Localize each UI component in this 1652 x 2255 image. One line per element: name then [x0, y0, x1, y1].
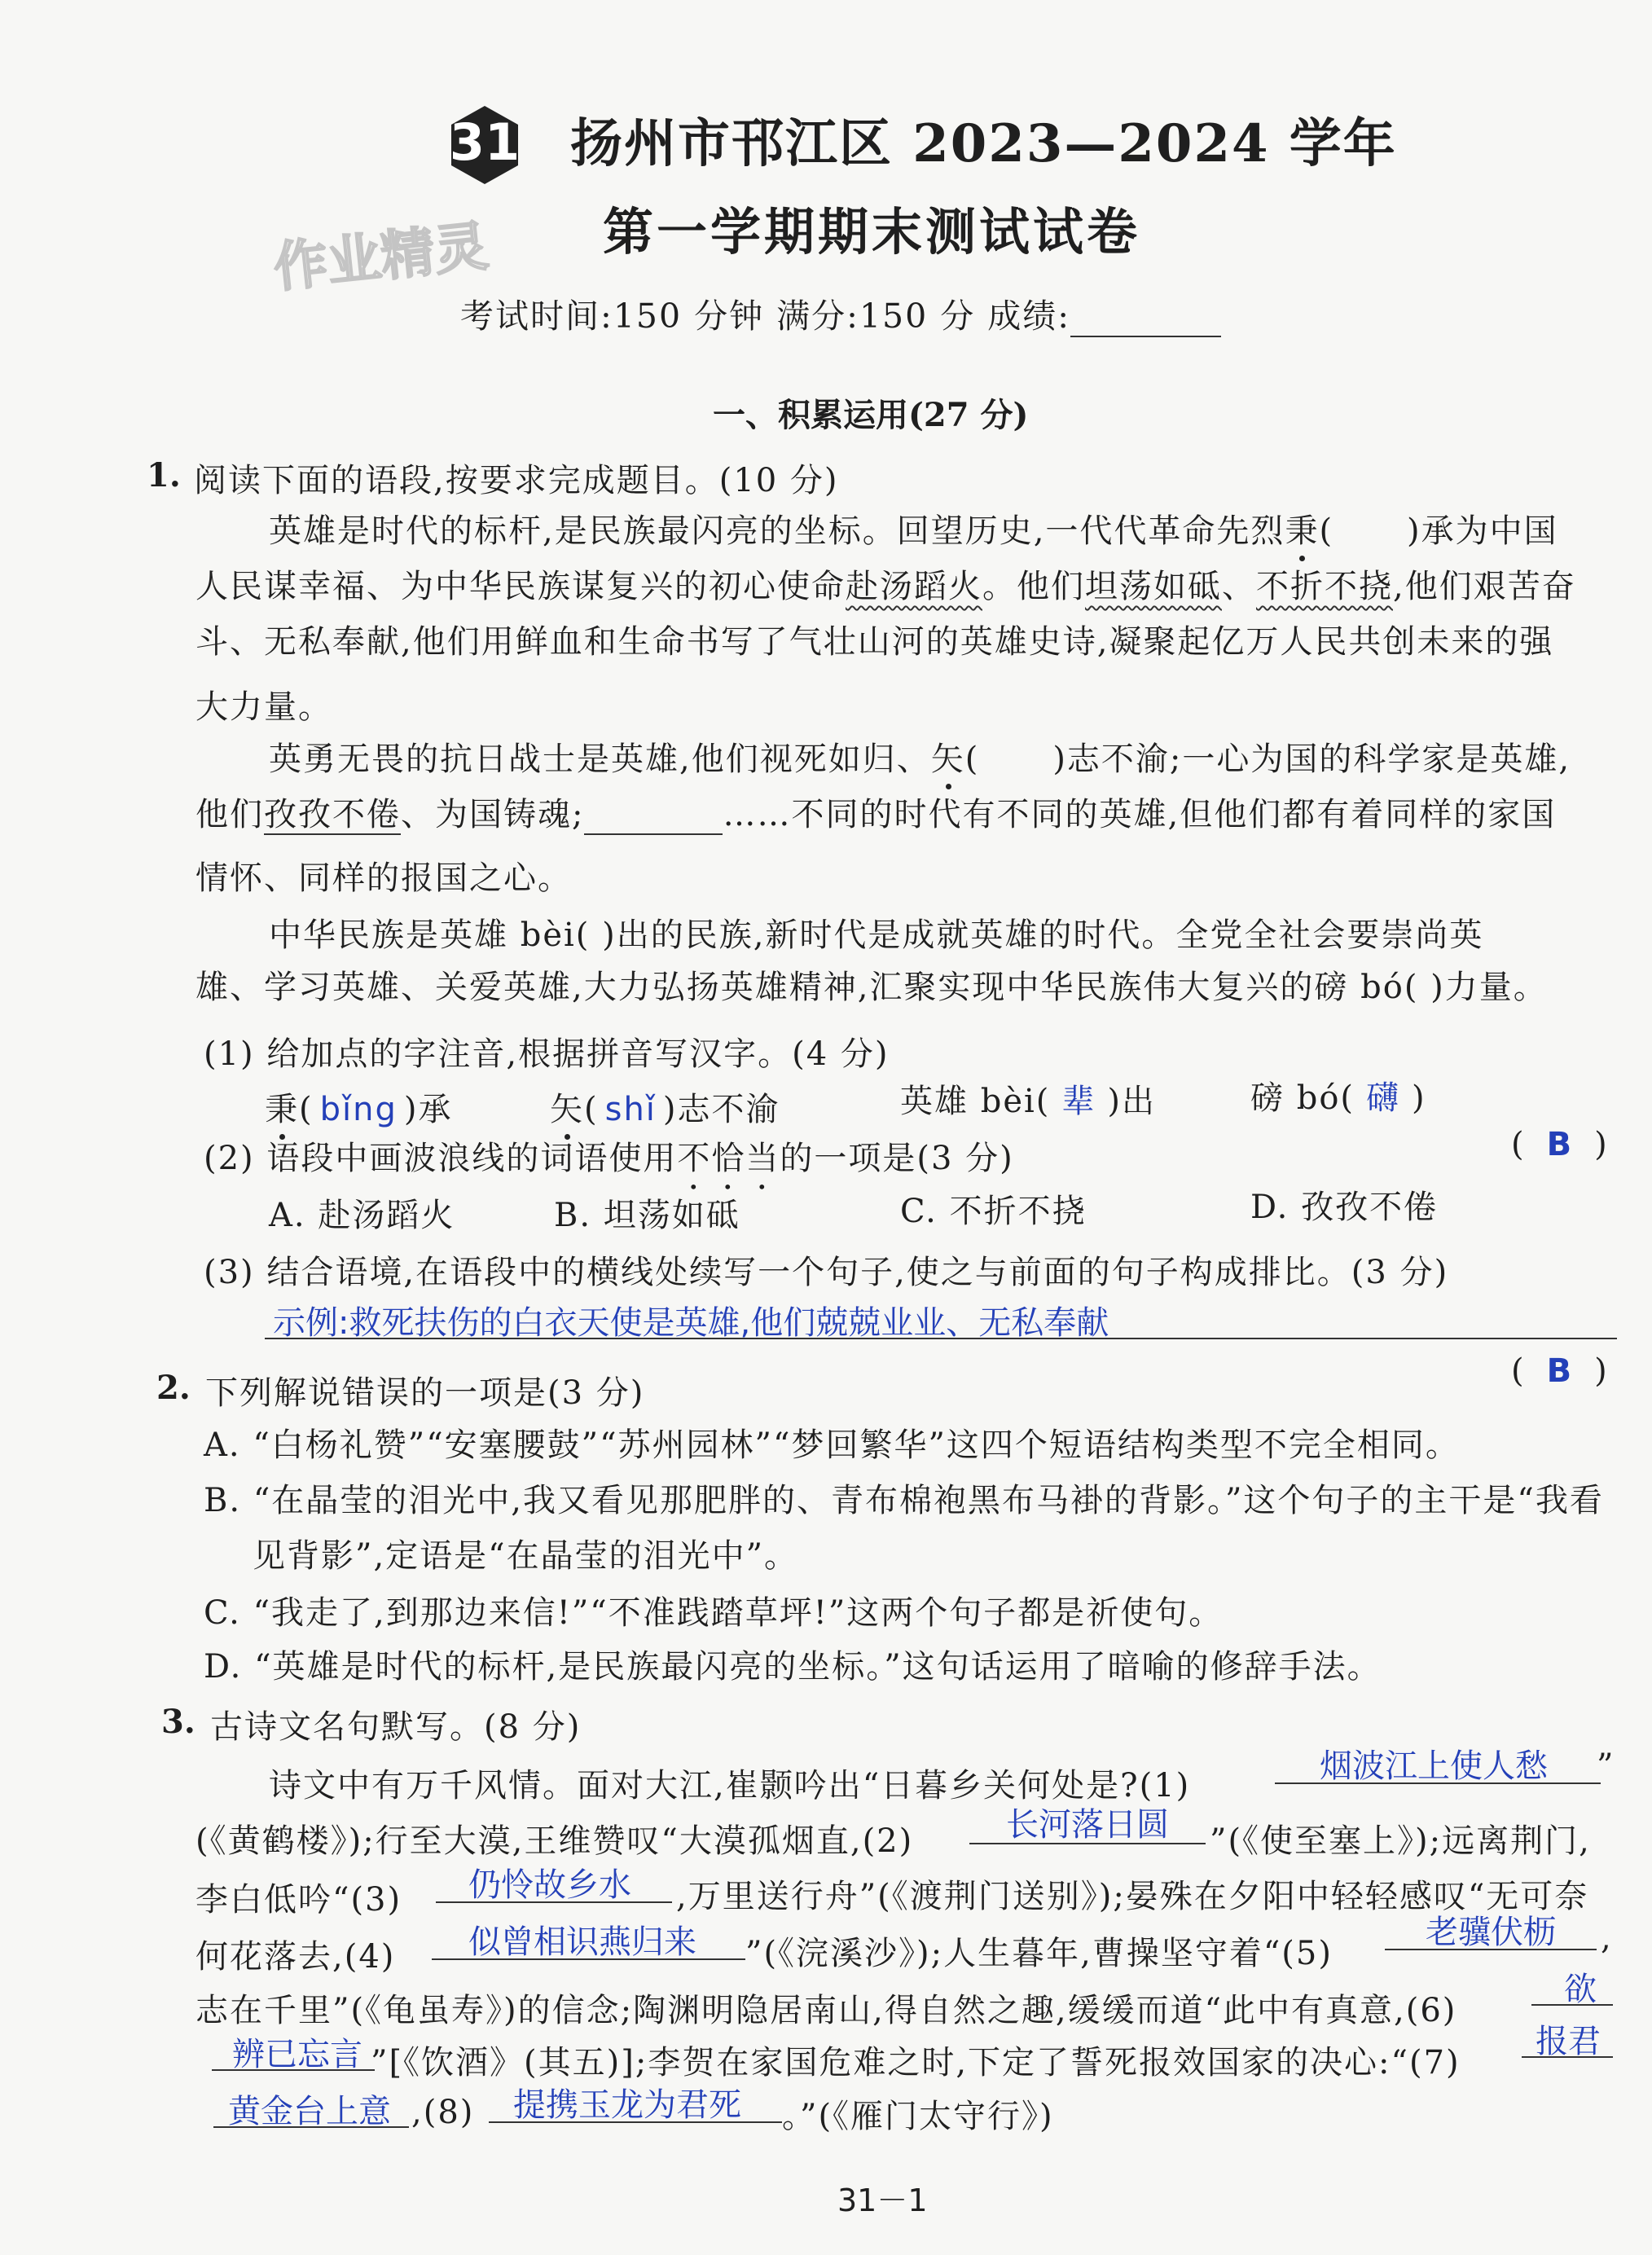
- q3-answer-6a: 欲: [1564, 1971, 1597, 2008]
- q1-para3-line1: 中华民族是英雄 bèi( )出的民族,新时代是成就英雄的时代。全党全社会要崇尚英: [269, 917, 1484, 954]
- q1-sub2-option-a: A. 赴汤蹈火: [269, 1197, 455, 1234]
- page-title-line2: 第一学期期末测试试卷: [603, 202, 1141, 262]
- q1-para2-line3: 情怀、同样的报国之心。: [196, 859, 572, 897]
- exam-info: 考试时间:150 分钟 满分:150 分 成绩:: [460, 289, 1221, 337]
- q2-option-a: A. “白杨礼赞”“安塞腰鼓”“苏州园林”“梦回繁华”这四个短语结构类型不完全相同。: [204, 1426, 1460, 1464]
- q1-para2-line1: 英勇无畏的抗日战士是英雄,他们视死如归、矢( )志不渝;一心为国的科学家是英雄,: [269, 741, 1571, 778]
- q1-sub1-item-2: 矢( shǐ )志不渝: [550, 1091, 780, 1128]
- q2-option-b-line2: 见背影”,定语是“在晶莹的泪光中”。: [253, 1537, 799, 1575]
- q3-line2b: ”(《使至塞上》);远离荆门,: [1210, 1822, 1591, 1860]
- answer-text: bǐng: [319, 1091, 398, 1128]
- answer-text: B: [1546, 1126, 1574, 1163]
- q1-sub3-answer-line: [265, 1338, 1617, 1339]
- answer-text: 辈: [1061, 1083, 1096, 1120]
- q3-blank-7b[interactable]: [213, 2126, 409, 2128]
- q3-blank-1[interactable]: [1275, 1782, 1601, 1784]
- q3-line3b: ,万里送行舟”(《渡荆门送别》);晏殊在夕阳中轻轻感叹“无可奈: [676, 1878, 1589, 1915]
- q3-blank-3[interactable]: [436, 1901, 672, 1903]
- q2-number: 2.: [156, 1369, 191, 1407]
- q1-para1-line3: 斗、无私奉献,他们用鲜血和生命书写了气壮山河的英雄史诗,凝聚起亿万人民共创未来的强: [196, 623, 1554, 661]
- question-set-badge: [448, 104, 521, 186]
- answer-text: B: [1546, 1352, 1574, 1390]
- q2-option-b-line1: B. “在晶莹的泪光中,我又看见那肥胖的、青布棉袍黑布马褂的背影。”这个句子的主干是“我看: [204, 1482, 1604, 1519]
- q1-para3-line2: 雄、学习英雄、关爱英雄,大力弘扬英雄精神,汇聚实现中华民族伟大复兴的磅 bó( )力量。: [196, 969, 1548, 1006]
- q1-sub3-answer: 示例:救死扶伤的白衣天使是英雄,他们兢兢业业、无私奉献: [273, 1304, 1109, 1342]
- q3-line6a: ”[《饮酒》(其五)];李贺在家国危难之时,下定了誓死报效国家的决心:“(7): [371, 2044, 1461, 2081]
- q1-sub2-answer-bracket: ( B ): [1511, 1126, 1609, 1163]
- q3-blank-5[interactable]: [1385, 1949, 1597, 1950]
- q1-sub1-label: (1) 给加点的字注音,根据拼音写汉字。(4 分): [204, 1035, 890, 1073]
- q1-sub1-item-4: 磅 bó( 礴 ): [1250, 1079, 1426, 1117]
- answer-text: 礴: [1366, 1079, 1401, 1117]
- q1-sub2-option-b: B. 坦荡如砥: [554, 1197, 740, 1234]
- page-title-line1: 扬州市邗江区 2023—2024 学年: [570, 113, 1397, 174]
- q3-answer-1: 烟波江上使人愁: [1320, 1747, 1548, 1785]
- q3-title: 古诗文名句默写。(8 分): [210, 1708, 582, 1746]
- q3-answer-3: 仍怜故乡水: [468, 1866, 631, 1904]
- q2-option-c: C. “我走了,到那边来信!”“不准践踏草坪!”这两个句子都是祈使句。: [204, 1594, 1224, 1632]
- q3-line4a: 何花落去,(4): [196, 1938, 396, 1976]
- section-title: 一、积累运用(27 分): [713, 396, 1029, 434]
- q1-sub3-label: (3) 结合语境,在语段中的横线处续写一个句子,使之与前面的句子构成排比。(3 分): [204, 1254, 1449, 1291]
- q3-answer-4: 似曾相识燕归来: [468, 1923, 696, 1961]
- q3-number: 3.: [161, 1703, 196, 1741]
- q3-line4b: ”(《浣溪沙》);人生暮年,曹操坚守着“(5): [745, 1935, 1333, 1972]
- q3-line7b: 。”(《雁门太守行》): [782, 2098, 1054, 2135]
- q3-answer-5: 老骥伏枥: [1426, 1914, 1556, 1951]
- q3-answer-7b: 黄金台上意: [228, 2093, 391, 2130]
- q3-line1-end: ”: [1597, 1747, 1615, 1785]
- q3-answer-6b: 辨已忘言: [232, 2036, 362, 2073]
- score-blank[interactable]: [1070, 301, 1221, 337]
- q3-line5a: 志在千里”(《龟虽寿》)的信念;陶渊明隐居南山,得自然之趣,缓缓而道“此中有真意,(6): [196, 1992, 1457, 2029]
- q3-blank-8[interactable]: [489, 2121, 782, 2123]
- q1-title: 阅读下面的语段,按要求完成题目。(10 分): [194, 462, 839, 499]
- q2-title: 下列解说错误的一项是(3 分): [205, 1374, 645, 1412]
- q1-para1-line2: 人民谋幸福、为中华民族谋复兴的初心使命赴汤蹈火。他们坦荡如砥、不折不挠,他们艰苦奋: [196, 568, 1576, 605]
- q1-number: 1.: [147, 456, 181, 495]
- q3-blank-7a[interactable]: [1522, 2056, 1613, 2058]
- q3-blank-2[interactable]: [969, 1843, 1206, 1844]
- q2-option-d: D. “英雄是时代的标杆,是民族最闪亮的坐标。”这句话运用了暗喻的修辞手法。: [204, 1648, 1382, 1686]
- q3-line7a: ,(8): [411, 2094, 475, 2131]
- q2-answer-bracket: ( B ): [1511, 1352, 1609, 1390]
- q1-sub2-option-c: C. 不折不挠: [900, 1193, 1087, 1230]
- page-number: 31－1: [837, 2182, 928, 2218]
- q3-blank-4[interactable]: [432, 1958, 745, 1960]
- q1-para2-line2: 他们孜孜不倦、为国铸魂; ……不同的时代有不同的英雄,但他们都有着同样的家国: [196, 796, 1557, 833]
- q3-answer-2: 长河落日圆: [1006, 1806, 1169, 1844]
- q3-blank-6a[interactable]: [1531, 2004, 1613, 2006]
- q3-line2a: (《黄鹤楼》);行至大漠,王维赞叹“大漠孤烟直,(2): [196, 1822, 914, 1860]
- q1-para1-line1: 英雄是时代的标杆,是民族最闪亮的坐标。回望历史,一代代革命先烈秉( )承为中国: [269, 512, 1558, 550]
- q1-continuation-blank[interactable]: [584, 799, 723, 835]
- q1-sub1-item-3: 英雄 bèi( 辈 )出: [900, 1083, 1156, 1120]
- q3-blank-6b[interactable]: [212, 2069, 375, 2071]
- q3-answer-8: 提携玉龙为君死: [513, 2086, 741, 2124]
- q3-answer-7a: 报君: [1536, 2023, 1601, 2060]
- q1-sub2-label: (2) 语段中画波浪线的词语使用不恰当的一项是(3 分): [204, 1140, 1014, 1177]
- q1-sub1-item-1: 秉( bǐng )承: [265, 1091, 453, 1128]
- watermark: 作业精灵: [270, 214, 491, 300]
- badge-number: 31: [449, 112, 521, 172]
- q1-sub2-option-d: D. 孜孜不倦: [1250, 1189, 1439, 1226]
- q3-line4c: ,: [1601, 1919, 1613, 1957]
- answer-text: shǐ: [604, 1091, 657, 1128]
- q3-line3a: 李白低吟“(3): [196, 1881, 402, 1919]
- q3-line1: 诗文中有万千风情。面对大江,崔颢吟出“日暮乡关何处是?(1): [269, 1767, 1191, 1804]
- q1-para1-line4: 大力量。: [196, 688, 332, 726]
